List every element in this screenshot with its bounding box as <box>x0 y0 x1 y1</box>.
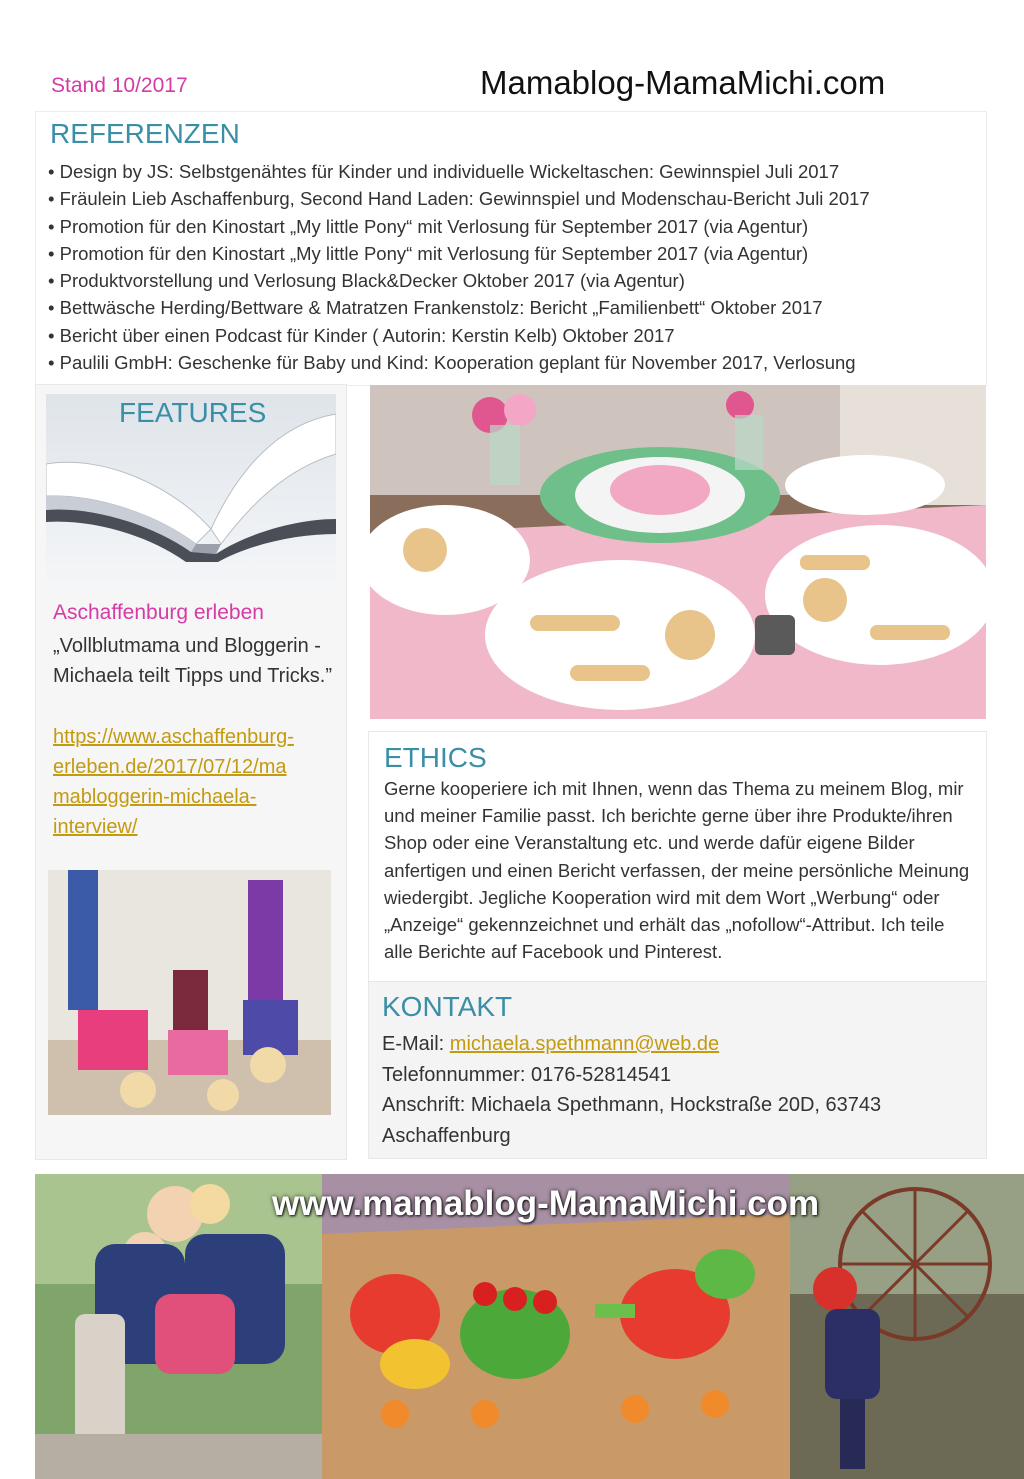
phone-line: Telefonnummer: 0176-52814541 <box>382 1063 672 1086</box>
list-item: • Promotion für den Kinostart „My little Pony“ mit Verlosung für September 2017 (via Agentur) <box>48 240 978 267</box>
site-title: Mamablog-MamaMichi.com <box>480 64 886 101</box>
ethics-heading: ETHICS <box>384 742 487 773</box>
email-line <box>382 1029 972 1060</box>
list-item: • Bericht über einen Podcast für Kinder ( Autorin: Kerstin Kelb) Oktober 2017 <box>48 322 978 349</box>
feature-title: Aschaffenburg erleben <box>53 601 264 624</box>
ethics-text: Gerne kooperiere ich mit Ihnen, wenn das Thema zu meinem Blog, mir und meiner Familie passt. Ich berichte gerne über ihre Produkte/ihren Shop oder eine Veranstaltung etc. und werde dafür eigene Bilder anfertigen und einen Bericht verfassen, der meine persönliche Meinung wiedergibt. Jegliche Kooperation wird mit dem Wort „Werbung“ oder „Anzeige“ gekennzeichnet und erhält das „nofollow“-Attribut. Ich teile alle Berichte auf Facebook und Pinterest. <box>384 778 970 963</box>
footer-url: www.mamablog-MamaMichi.com <box>272 1184 820 1223</box>
feature-quote: „Vollblutmama und Bloggerin - Michaela teilt Tipps und Tricks.” <box>53 635 332 687</box>
kontakt-details <box>382 1029 972 1151</box>
list-item: • Paulili GmbH: Geschenke für Baby und Kind: Kooperation geplant für November 2017, Verlosung <box>48 349 978 376</box>
list-item: • Design by JS: Selbstgenähtes für Kinder und individuelle Wickeltaschen: Gewinnspiel Juli 2017 <box>48 158 978 185</box>
party-table-photo <box>370 385 986 719</box>
email-link[interactable]: michaela.spethmann@web.de <box>449 1033 720 1055</box>
referenzen-list <box>48 158 978 376</box>
list-item: • Bettwäsche Herding/Bettware & Matratzen Frankenstolz: Bericht „Familienbett“ Oktober 2017 <box>48 294 978 321</box>
list-item: • Fräulein Lieb Aschaffenburg, Second Hand Laden: Gewinnspiel und Modenschau-Bericht Juli 2017 <box>48 185 978 212</box>
email-label: E-Mail: <box>382 1033 450 1055</box>
kontakt-heading: KONTAKT <box>382 991 513 1022</box>
referenzen-heading: REFERENZEN <box>50 118 240 149</box>
features-heading: FEATURES <box>119 397 267 428</box>
list-item: • Promotion für den Kinostart „My little Pony“ mit Verlosung für September 2017 (via Agentur) <box>48 213 978 240</box>
kids-handstand-photo <box>48 870 331 1115</box>
list-item: • Produktvorstellung und Verlosung Black&Decker Oktober 2017 (via Agentur) <box>48 267 978 294</box>
feature-link[interactable]: https://www.aschaffenburg- erleben.de/2017/07/12/ma mabloggerin-michaela- interview/ <box>53 726 294 838</box>
stand-date: Stand 10/2017 <box>51 74 188 97</box>
address-line: Anschrift: Michaela Spethmann, Hockstraße 20D, 63743 Aschaffenburg <box>382 1094 882 1147</box>
